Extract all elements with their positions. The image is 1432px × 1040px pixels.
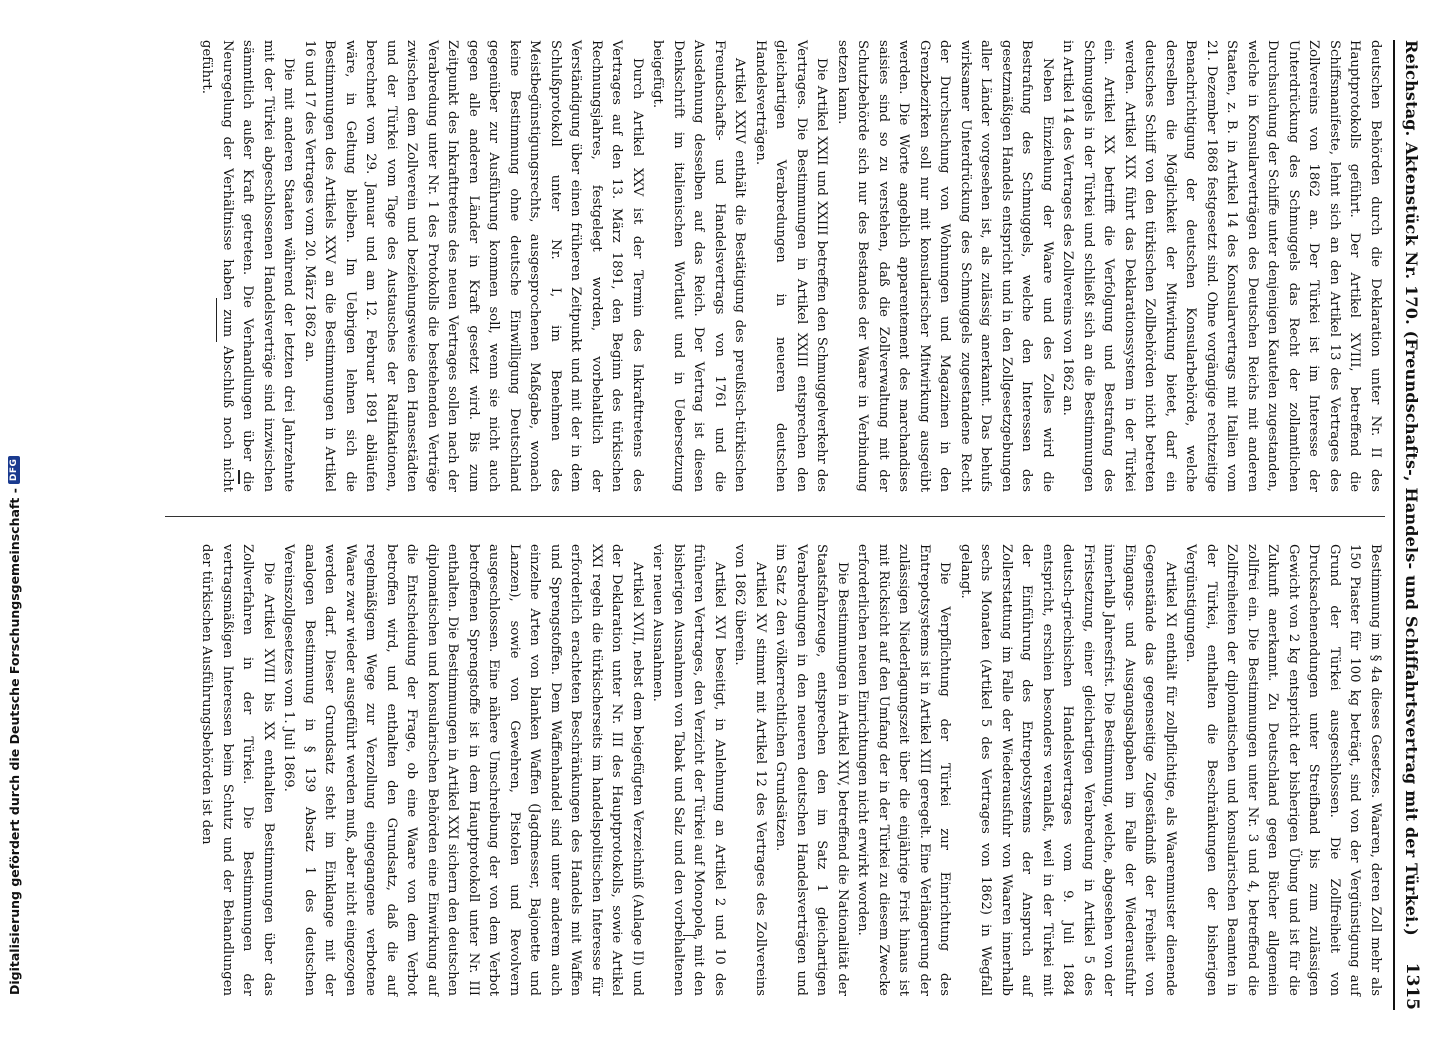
page-title: Reichstag. Aktenstück Nr. 170. (Freundschafts-, Handels- und Schiffahrtsvertrag mit der Türkei.) — [1402, 40, 1422, 936]
paragraph: Die Verpflichtung der Türkei zur Einrichtung des Entrepotsystems ist in Artikel XIII geregelt. Eine Verlängerung der zulässigen Niederlagungszeit über die einjährige Frist hinaus ist mit Rücksicht auf den Umfang der in der Türkei zu diesem Zwecke erforderlichen neuen Einrichtungen nicht erwirkt worden. — [855, 544, 953, 996]
paragraph: Die mit anderen Staaten während der letzten drei Jahrzehnte mit der Türkei abgeschlossenen Handelsverträge sind inzwischen sämmtlich außer Kraft getreten. Die Verhandlungen über die Neuregelung der Verhältnisse haben zum Abschluß noch nicht geführt. — [199, 40, 297, 492]
paragraph: Durch Artikel XXV ist der Termin des Inkrafttretens des Vertrages auf den 13. März 1891, den Beginn des türkischen Rechnungsjahres, festgelegt worden, vorbehaltlich der Verständigung über einen früheren Zeitpunkt und mit der in dem Schlußprotokoll unter Nr. I, im Benehmen des Meistbegünstigungsrechts, ausgesprochenen Maßgabe, wonach keine Bestimmung ohne deutsche Einwilligung Deutschland gegenüber zur Ausführung kommen soll, wenn sie nicht auch gegen alle anderen Länder in Kraft gesetzt wird. Bis zum Zeitpunkt des Inkrafttretens des neuen Vertrages sollen nach der Verabredung unter Nr. 1 des Protokolls die bestehenden Verträge zwischen dem Zollverein und beziehungsweise den Hansestädten und der Türkei vom Tage des Austausches der Ratifikationen, berechnet vom 29. Januar und am 12. Februar 1891 abläufen wäre, in Geltung bleiben. Im Uebrigen lehnen sich die Bestimmungen des Artikels XXV an die Bestimmungen in Artikel 16 und 17 des Vertrages vom 20. März 1862 an. — [302, 40, 645, 492]
paragraph: Die Bestimmungen in Artikel XIV, betreffend die Nationalität der Staatsfahrzeuge, entsprechen den im Satz 1 gleichartigen Verabredungen in den neueren deutschen Handelsverträgen und im Satz 2 den völkerrechtlichen Grundsätzen. — [773, 544, 850, 996]
page-header — [1399, 40, 1425, 1010]
dfg-logo: DFG — [8, 456, 20, 485]
page-number: 1315 — [1402, 962, 1422, 1010]
left-column — [45, 40, 1385, 492]
column-divider — [165, 516, 1385, 517]
paragraph: Artikel XVII, nebst dem beigefügten Verzeichniß (Anlage II) und der Deklaration unter Nr. III des Hauptprotokolls, sowie Artikel XXI regeln die türkischerseits im handelspolitischen Interesse für erforderlich erachteten Beschränkungen des Handels mit Waffen und Sprengstoffen. Dem Waffenhandel sind unter anderem auch einzelne Arten von blanken Waffen (Jagdmesser, Bajonette und Lanzen), sowie von Gewehren, Pistolen und Revolvern ausgeschlossen. Eine nähere Umschreibung der von dem Verbot betroffenen Sprengstoffe ist in dem Hauptprotokoll unter Nr. III enthalten. Die Bestimmungen in Artikel XXI sichern den deutschen diplomatischen und konsularischen Behörden eine Einwirkung auf die Entscheidung der Frage, ob eine Waare von dem Verbot betroffen wird, und enthalten den Grundsatz, daß die auf regelmäßigem Wege zur Verzollung eingegangene verbotene Waare zwar wieder ausgeführt werden muß, aber nicht eingezogen werden darf. Dieser Grundsatz steht im Einklange mit der analogen Bestimmung in § 139 Absatz 1 des deutschen Vereinszollgesetzes vom 1. Juli 1869. — [281, 544, 645, 996]
paragraph: Die Artikel XXII und XXIII betreffen den Schmuggelverkehr des Vertrages. Die Bestimmungen in Artikel XXIII entsprechen den gleichartigen Verabredungen in neueren deutschen Handelsverträgen. — [753, 40, 830, 492]
credit-text: Digitalisierung gefördert durch die Deutsche Forschungsgemeinschaft - — [6, 488, 22, 995]
document-page — [25, 40, 1425, 1040]
digitization-credit — [2, 0, 26, 1000]
right-column — [45, 544, 1385, 996]
header-rule — [1393, 40, 1395, 1010]
paragraph: Artikel XI enthält für zollpflichtige, als Waarenmuster dienende Gegenstände das gegenseitige Zugeständniß der Freiheit von Eingangs- und Ausgangsabgaben im Falle der Wiederausfuhr innerhalb Jahresfrist. Die Bestimmung, welche, abgesehen von der Fristsetzung, einer gleichartigen Verabredung in Artikel 5 des deutsch-griechischen Handelsvertrages vom 9. Juli 1884 entspricht, erschien besonders veranlaßt, weil in der Türkei mit der Einführung des Entrepotsystems der Anspruch auf Zollerstattung im Falle der Wiederausfuhr von Waaren innerhalb sechs Monaten (Artikel 5 des Vertrages von 1862) in Wegfall gelangt. — [958, 544, 1178, 996]
paragraph: Artikel XXIV enthält die Bestätigung des preußisch-türkischen Freundschafts- und Handelsvertrags von 1761 und die Ausdehnung desselben auf das Reich. Der Vertrag ist diesen Denkschrift im italienischen Wortlaut und in Uebersetzung beigefügt. — [650, 40, 748, 492]
paragraph: Artikel XV stimmt mit Artikel 12 des Vertrages des Zollvereins von 1862 überein. — [732, 544, 768, 996]
paragraph: deutschen Behörden durch die Deklaration unter Nr. II des Hauptprotokolls geführt. Der Artikel XVIII, betreffend die Schiffsmanifeste, lehnt sich an den Artikel 13 des Vertrages des Zollvereins von 1862 an. Der Türkei ist im Interesse der Unterdrückung des Schmuggels das Recht der zollamtlichen Durchsuchung der Schiffe unter denjenigen Kautelen zugestanden, welche in Konsularverträgen des Deutschen Reichs mit anderen Staaten, z. B. in Artikel 14 des Konsularvertrags mit Italien vom 21. Dezember 1868 festgesetzt sind. Ohne vorgängige rechtzeitige Benachrichtigung der deutschen Konsularbehörde, welche derselben die Möglichkeit der Mitwirkung bietet, darf ein deutsches Schiff von den türkischen Zollbehörden nicht betreten werden. Artikel XIX führt das Deklarationssystem in der Türkei ein. Artikel XX betrifft die Verfolgung und Bestrafung des Schmuggels in der Türkei und schließt sich an die Bestimmungen in Artikel 14 des Vertrages des Zollvereins von 1862 an. — [1060, 40, 1383, 492]
paragraph: Artikel XVI beseitigt, in Anlehnung an Artikel 2 und 10 des früheren Vertrages, den Verzicht der Türkei auf Monopole, mit den bisherigen Ausnahmen von Tabak und Salz und den vorbehaltenen vier neuen Ausnahmen. — [650, 544, 727, 996]
paragraph: Bestimmung im § 4a dieses Gesetzes. Waaren, deren Zoll mehr als 150 Piaster für 100 kg beträgt, sind von der Vergünstigung auf Grund der Türkei ausgeschlossen. Die Zollfreiheit von Drucksachenendungen unter Streifband bis zum zulässigen Gewicht von 2 kg entspricht der bisherigen Übung und ist für die Zukunft anerkannt. Zu Deutschland gegen Bücher allgemein zollfrei ein. Die Bestimmungen unter Nr. 3 und 4, betreffend die Zollfreiheiten der diplomatischen und konsularischen Beamten in der Türkei, enthalten die Beschränkungen der bisherigen Vergünstigungen. — [1183, 544, 1383, 996]
paragraph: Die Artikel XVIII bis XX enthalten Bestimmungen über das Zollverfahren in der Türkei. Die Bestimmungen der vertragsmäßigen Interessen beim Schutz und der Behandlungen der türkischen Ausführungsbehörden ist den — [199, 544, 276, 996]
paragraph: Neben Einziehung der Waare und des Zolles wird die Bestrafung des Schmuggels, welche den Interessen des gesetzmäßigen Handels entspricht und in den Zollgesetzgebungen aller Länder vorgesehen ist, als zulässig anerkannt. Das behufs wirksamer Unterdrückung des Schmuggels zugestandene Recht der Durchsuchung von Wohnungen und Magazinen in den Grenzbezirken soll nur mit konsularischer Mitwirkung ausgeübt werden. Die Worte angeblich apparentement des marchandises saisies sind so zu verstehen, daß die Zollverwaltung mit der Schutzbehörde sich nur des Bestandes der Waare in Verbindung setzen kann. — [835, 40, 1055, 492]
